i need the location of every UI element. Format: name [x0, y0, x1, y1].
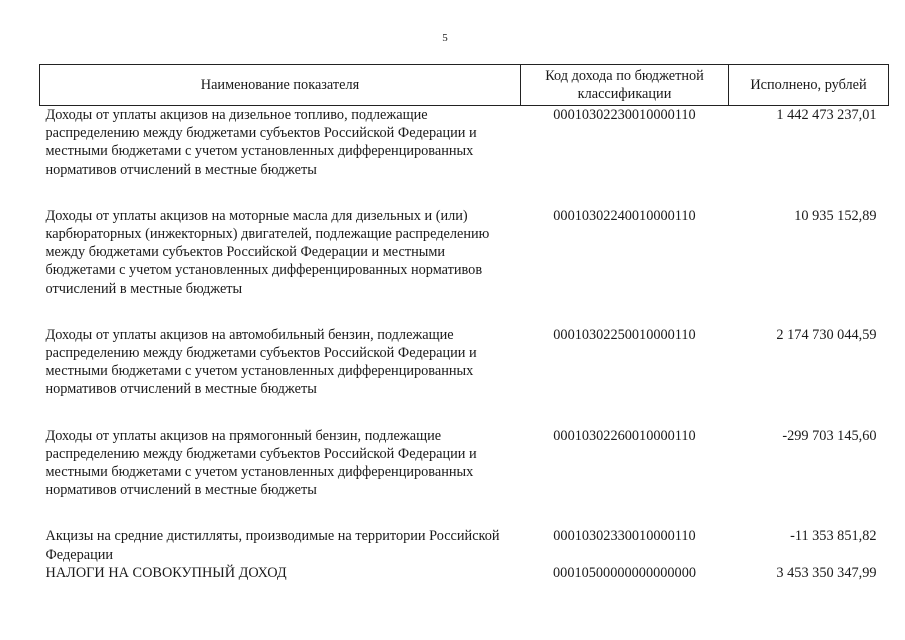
row-spacer	[40, 179, 889, 207]
row-amount: 3 453 350 347,99	[776, 564, 877, 581]
table-row	[40, 427, 889, 500]
header-name: Наименование показателя	[40, 65, 521, 106]
row-code: 00010302330010000110	[553, 528, 696, 545]
row-code: 00010500000000000000	[553, 564, 696, 581]
row-name: Акцизы на средние дистилляты, производимые на территории Российской Федерации	[45, 528, 500, 563]
table-header-row	[40, 65, 889, 106]
row-name: Доходы от уплаты акцизов на прямогонный бензин, подлежащие распределению между бюджетами субъектов Российской Федерации и местными бюджетами с учетом установленных дифференцированных нормативов отчислений в местные бюджеты	[45, 427, 477, 499]
row-amount: 1 442 473 237,01	[776, 107, 877, 123]
table-row	[40, 326, 889, 399]
row-spacer	[40, 298, 889, 326]
row-amount: -299 703 145,60	[782, 427, 877, 444]
table-row	[40, 564, 889, 582]
page-number: 5	[442, 32, 448, 44]
header-code: Код дохода по бюджетной классификации	[521, 65, 729, 106]
row-spacer	[40, 399, 889, 427]
row-amount: 2 174 730 044,59	[776, 326, 877, 343]
revenue-table	[39, 64, 889, 582]
header-amount: Исполнено, рублей	[729, 65, 889, 106]
table-row	[40, 207, 889, 298]
row-amount: -11 353 851,82	[790, 528, 877, 545]
row-amount: 10 935 152,89	[794, 207, 877, 224]
row-spacer	[40, 499, 889, 527]
row-name: Доходы от уплаты акцизов на автомобильный бензин, подлежащие распределению между бюджетами субъектов Российской Федерации и местными бюджетами с учетом установленных дифференцированных нормативов отчислений в местные бюджеты	[45, 326, 477, 398]
row-code: 00010302250010000110	[553, 326, 696, 343]
row-name: Доходы от уплаты акцизов на дизельное топливо, подлежащие распределению между бюджетами субъектов Российской Федерации и местными бюджетами с учетом установленных дифференцированных нормативов отчислений в местные бюджеты	[45, 107, 477, 178]
row-name: НАЛОГИ НА СОВОКУПНЫЙ ДОХОД	[45, 564, 287, 581]
row-code: 00010302230010000110	[553, 107, 696, 123]
table-row	[40, 106, 889, 179]
row-code: 00010302260010000110	[553, 427, 696, 444]
table-row	[40, 527, 889, 563]
row-name: Доходы от уплаты акцизов на моторные масла для дизельных и (или) карбюраторных (инжекторных) двигателей, подлежащие распределению между бюджетами субъектов Российской Федерации и местными бюджетами с учетом установленных дифференцированных нормативов отчислений в местные бюджеты	[45, 207, 490, 297]
row-code: 00010302240010000110	[553, 207, 696, 224]
